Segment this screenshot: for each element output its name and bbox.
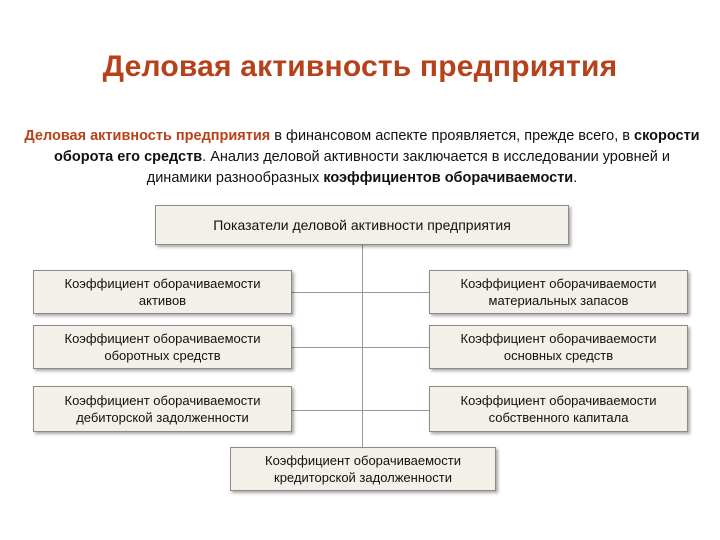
intro-text-1: в финансовом аспекте проявляется, прежде всего, в [270,128,634,144]
indicator-label-line1: Коэффициент оборачиваемости [460,331,657,346]
indicator-label-line1: Коэффициент оборачиваемости [460,393,657,408]
indicator-box-assets [33,270,292,314]
indicator-box-payables [230,447,496,491]
intro-text-2: . Анализ деловой активности заключается в исследовании уровней и динамики разнообразных [146,149,670,186]
indicator-box-inventory [429,270,688,314]
diagram-header-box [155,205,569,245]
indicator-label-line1: Коэффициент оборачиваемости [64,331,261,346]
indicator-label-line2: собственного капитала [488,410,629,425]
indicator-label-line1: Коэффициент оборачиваемости [265,453,461,468]
connector-row-1 [292,292,429,293]
indicator-label-line1: Коэффициент оборачиваемости [64,393,261,408]
intro-accent-term: Деловая активность предприятия [24,128,271,144]
indicator-box-receivables [33,386,292,432]
indicator-label-line2: активов [138,293,187,308]
slide-title: Деловая активность предприятия [102,50,618,83]
diagram-header-label: Показатели деловой активности предприятия [213,216,511,233]
indicator-label-line2: материальных запасов [488,293,629,308]
indicator-label-line2: основных средств [503,348,614,363]
intro-paragraph [24,126,700,189]
intro-bold-term-2: коэффициентов оборачиваемости [323,170,574,186]
intro-bold-term-1: скорости оборота его средств [54,128,700,165]
indicator-label-line2: кредиторской задолженности [274,470,452,485]
connector-row-2 [292,347,429,348]
indicator-label-line2: дебиторской задолженности [76,410,249,425]
indicator-box-current-assets [33,325,292,369]
indicator-label-line1: Коэффициент оборачиваемости [460,276,657,291]
indicator-box-equity [429,386,688,432]
indicator-box-fixed-assets [429,325,688,369]
indicator-label-line1: Коэффициент оборачиваемости [64,276,261,291]
connector-trunk [362,245,363,447]
intro-text-3: . [573,170,578,186]
indicator-label-line2: оборотных средств [104,348,221,363]
connector-row-3 [292,410,429,411]
